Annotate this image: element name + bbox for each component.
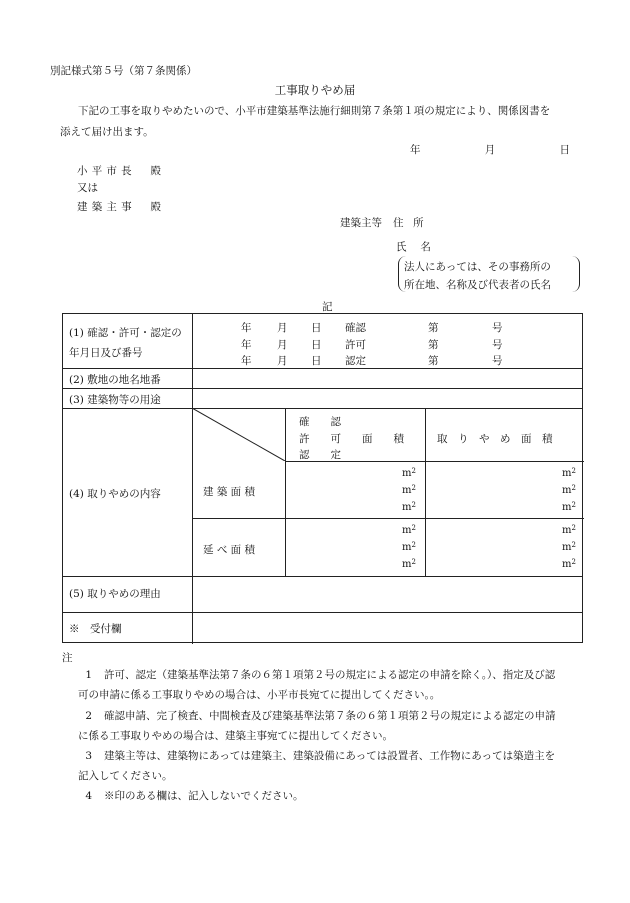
floor-area-label: 延 べ 面 積 xyxy=(203,544,256,556)
date-month: 月 xyxy=(484,144,496,156)
corporation-note-line1: 法人にあっては、その事務所の xyxy=(404,261,551,273)
col-header-cancel-area: 取 り や め 面 積 xyxy=(437,433,553,445)
year-label: 年 xyxy=(241,322,252,334)
row-divider xyxy=(63,576,582,577)
note-item-2: 2 確認申請、完了検査、中間検査及び建築基準法第７条の６第１項第２号の規定による認定の申請 に係る工事取りやめの場合は、建築主事宛てに提出してください。 xyxy=(78,710,556,742)
date-field[interactable] xyxy=(410,142,570,157)
unit-m2[interactable]: $m^2$ xyxy=(402,467,416,479)
reason-field[interactable] xyxy=(196,578,580,610)
go-label: 号 xyxy=(492,339,503,351)
form-id: 別記様式第５号（第７条関係） xyxy=(50,65,197,77)
applicant-address-label: 住 所 xyxy=(393,217,427,229)
building-use-field[interactable] xyxy=(196,389,580,407)
month-label: 月 xyxy=(277,322,288,334)
dai-label: 第 xyxy=(428,322,439,334)
unit-m2[interactable]: $m^2$ xyxy=(402,541,416,553)
unit-m2[interactable]: $m^2$ xyxy=(562,484,576,496)
col-divider xyxy=(425,408,426,576)
unit-m2[interactable]: $m^2$ xyxy=(562,524,576,536)
type-label: 確認 xyxy=(345,322,366,334)
site-address-field[interactable] xyxy=(196,369,580,387)
col-header-confirm-line3: 認 定 xyxy=(299,449,341,461)
addressee-or: 又は xyxy=(77,182,98,194)
day-label: 日 xyxy=(311,355,322,367)
cancellation-table xyxy=(62,313,583,643)
go-label: 号 xyxy=(492,322,503,334)
note-item-1: 1 許可、認定（建築基準法第７条の６第１項第２号の規定による認定の申請を除く。）、指定及び認 可の申請に係る工事取りやめの場合は、小平市長宛てに提出してください。。 xyxy=(78,669,556,701)
day-label: 日 xyxy=(311,322,322,334)
year-label: 年 xyxy=(241,339,252,351)
row-divider xyxy=(192,518,584,519)
month-label: 月 xyxy=(277,339,288,351)
row-divider xyxy=(63,408,582,409)
year-label: 年 xyxy=(241,355,252,367)
col-header-confirm-line2: 許 可 面 積 xyxy=(299,433,404,445)
col-divider xyxy=(192,314,193,644)
applicant-name-label: 氏 名 xyxy=(396,241,437,253)
corporation-note-line2: 所在地、名称及び代表者の氏名 xyxy=(404,279,551,291)
type-label: 許可 xyxy=(345,339,366,351)
unit-m2[interactable]: $m^2$ xyxy=(562,541,576,553)
unit-m2[interactable]: $m^2$ xyxy=(402,501,416,513)
row3-label: (3) 建築物等の用途 xyxy=(69,394,161,406)
building-area-label: 建 築 面 積 xyxy=(203,486,256,498)
date-year: 年 xyxy=(410,144,421,156)
unit-m2[interactable]: $m^2$ xyxy=(562,501,576,513)
note-item-3: 3 建築主等は、建築物にあっては建築主、建築設備にあっては設置者、工作物にあっては築造主を 記入してください。 xyxy=(78,750,556,782)
row4-label: (4) 取りやめの内容 xyxy=(69,488,161,500)
row6-label: ※ 受付欄 xyxy=(69,623,122,635)
ki-heading: 記 xyxy=(322,301,333,313)
note-item-4: 4 ※印のある欄は、記入しないでください。 xyxy=(85,790,304,802)
unit-m2[interactable]: $m^2$ xyxy=(562,467,576,479)
intro-text-line2: 添えて届け出ます。 xyxy=(60,126,154,138)
diagonal-line xyxy=(192,408,285,461)
addressee-building-official: 建築主事 殿 xyxy=(77,201,166,213)
addressee-mayor: 小平市長 殿 xyxy=(77,165,166,177)
col-header-confirm-line1: 確 認 xyxy=(299,416,341,428)
type-label: 認定 xyxy=(345,355,366,367)
intro-text-line1: 下記の工事を取りやめたいので、小平市建築基準法施行細則第７条第１項の規定により、関係図書を xyxy=(78,105,551,117)
row2-label: (2) 敷地の地名地番 xyxy=(69,374,161,386)
unit-m2[interactable]: $m^2$ xyxy=(402,484,416,496)
month-label: 月 xyxy=(277,355,288,367)
document-title: 工事取りやめ届 xyxy=(274,83,356,97)
row1-label-line1: (1) 確認・許可・認定の xyxy=(69,327,182,339)
date-day: 日 xyxy=(559,144,570,156)
reception-field xyxy=(196,614,580,642)
dai-label: 第 xyxy=(428,355,439,367)
row5-label: (5) 取りやめの理由 xyxy=(69,588,161,600)
applicant-label: 建築主等 xyxy=(340,217,382,229)
unit-m2[interactable]: $m^2$ xyxy=(402,558,416,570)
unit-m2[interactable]: $m^2$ xyxy=(402,524,416,536)
row-divider xyxy=(63,612,582,613)
dai-label: 第 xyxy=(428,339,439,351)
day-label: 日 xyxy=(311,339,322,351)
notes-heading: 注 xyxy=(62,652,73,664)
unit-m2[interactable]: $m^2$ xyxy=(562,558,576,570)
row1-label-line2: 年月日及び番号 xyxy=(69,347,143,359)
col-divider xyxy=(285,408,286,576)
go-label: 号 xyxy=(492,355,503,367)
